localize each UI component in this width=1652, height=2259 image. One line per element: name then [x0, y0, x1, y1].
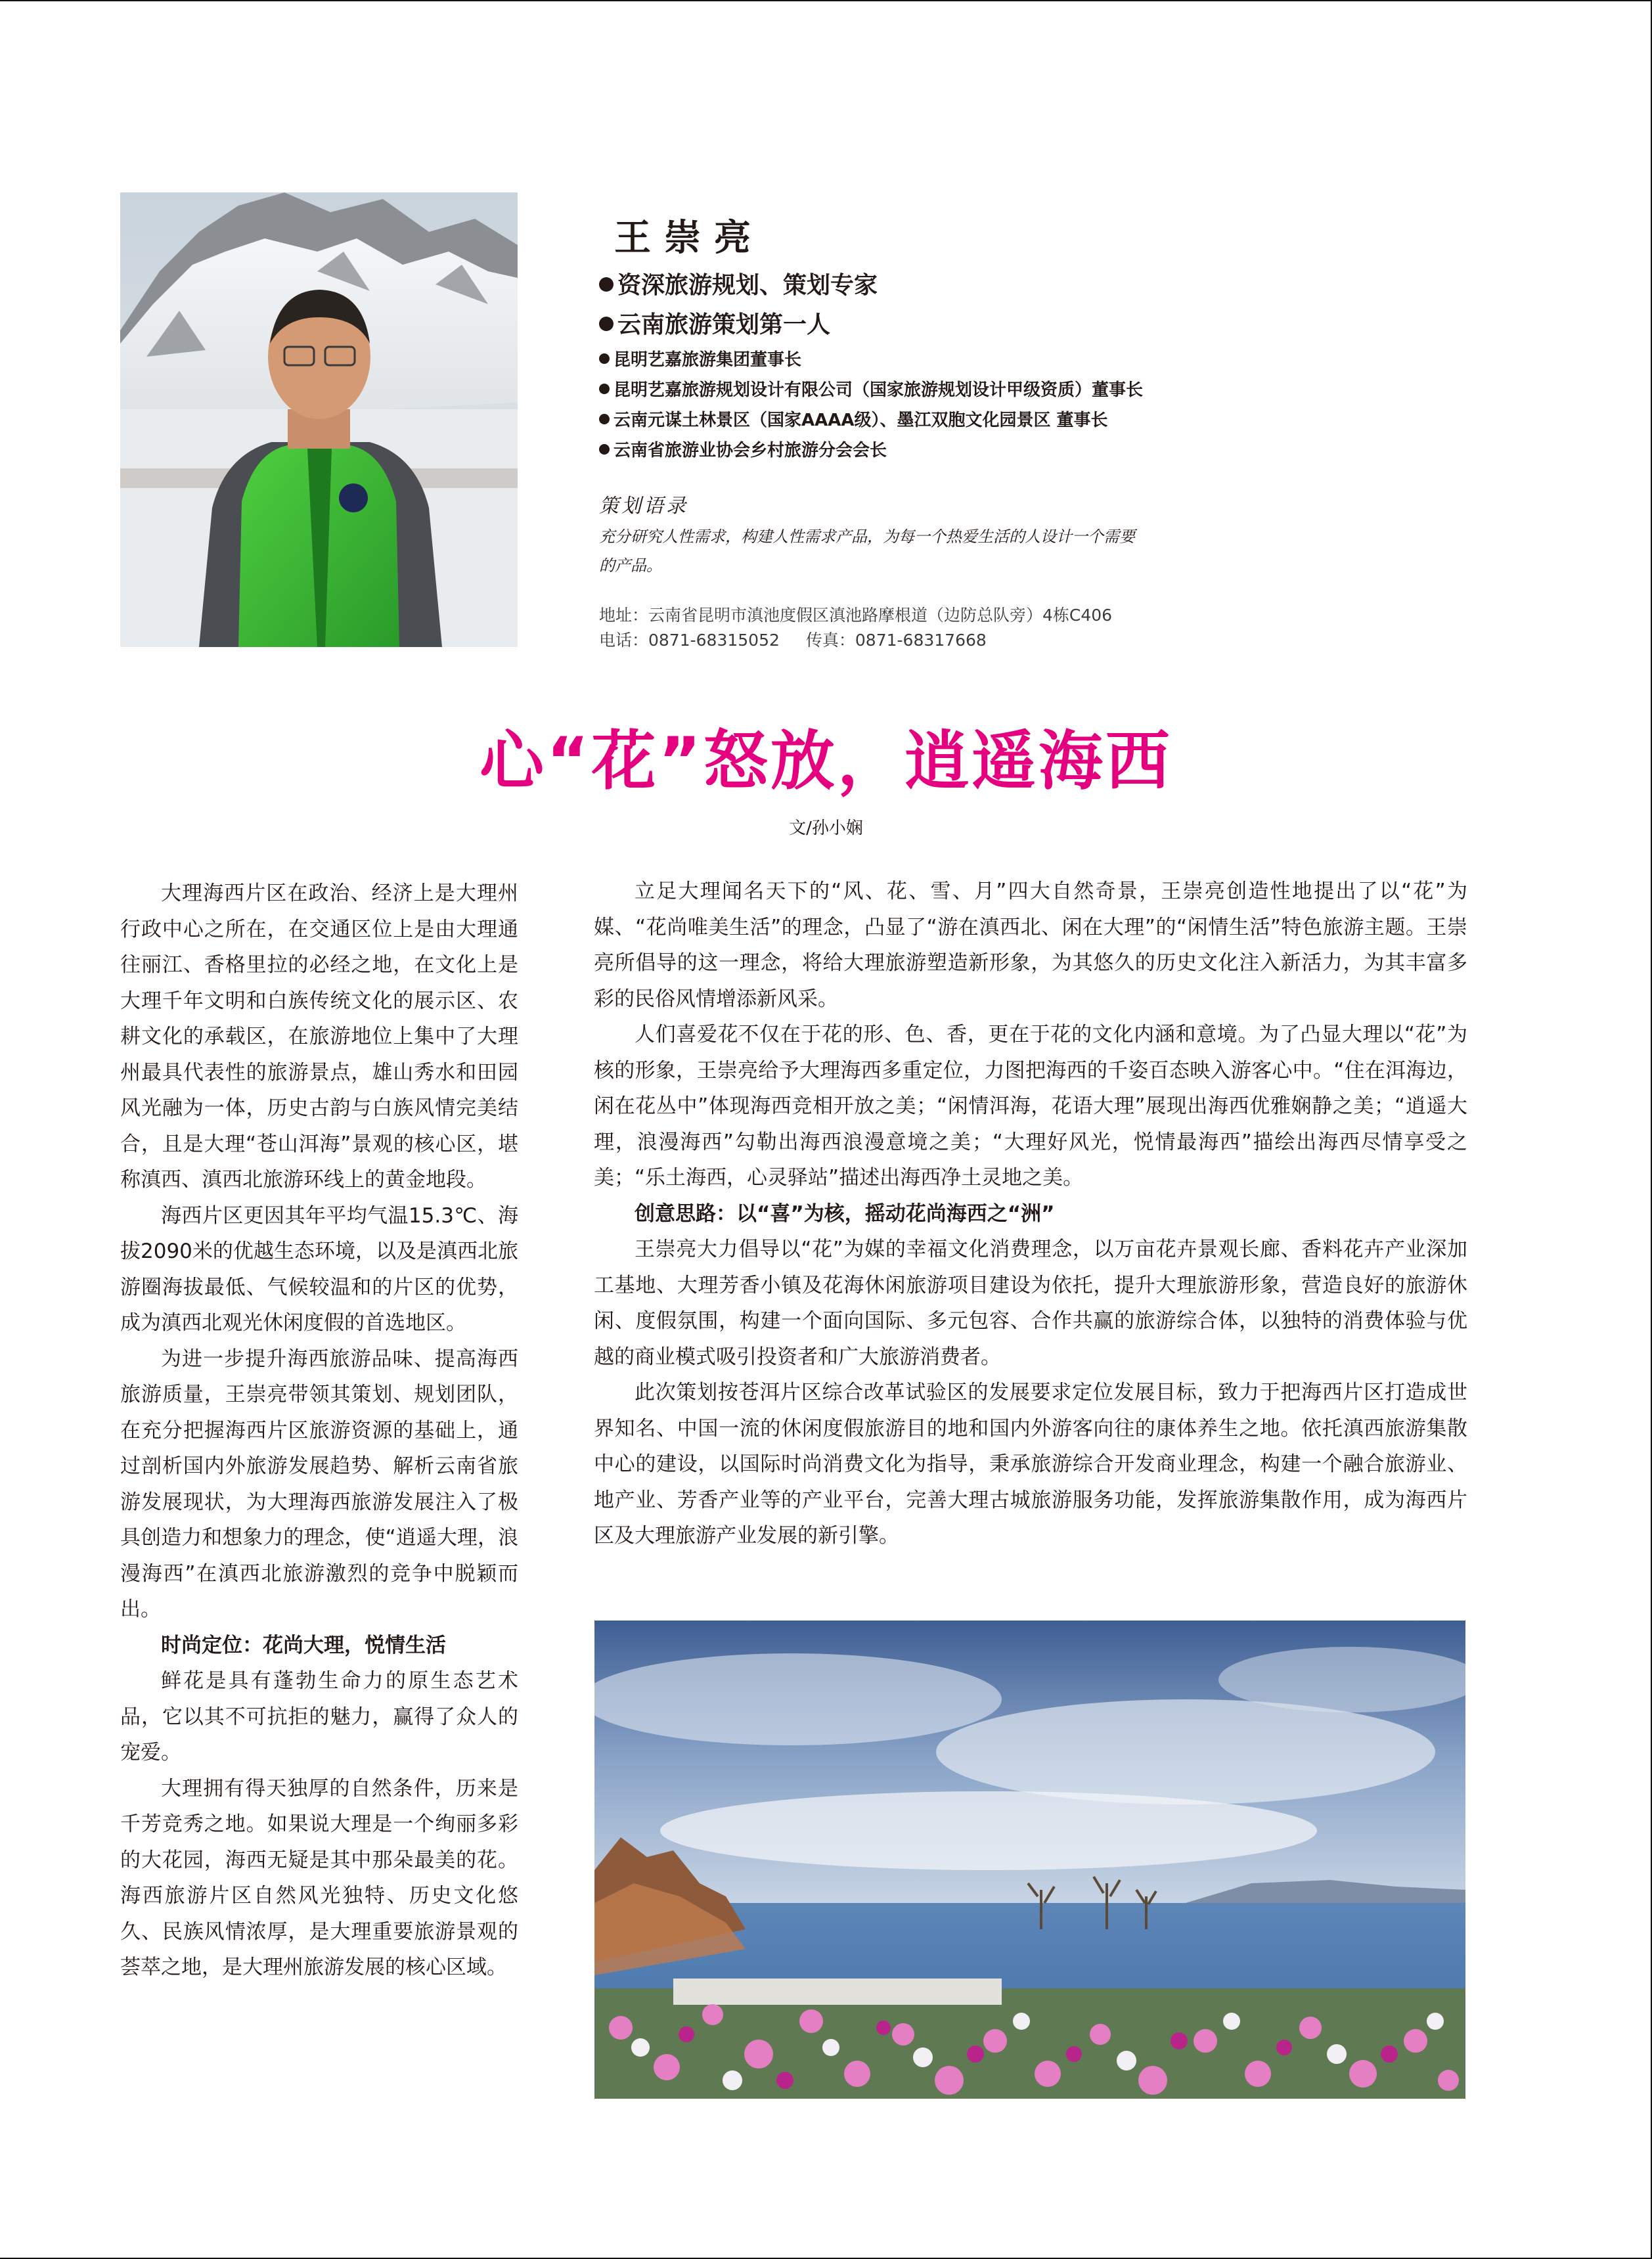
- profile-name: 王崇亮: [614, 216, 764, 259]
- title-item: 资深旅游规划、策划专家: [599, 266, 1143, 305]
- contact-info: [599, 603, 1112, 653]
- paragraph: 立足大理闻名天下的“风、花、雪、月”四大自然奇景，王崇亮创造性地提出了以“花”为媒、“花尚唯美生活”的理念，凸显了“游在滇西北、闲在大理”的“闲情生活”特色旅游主题。王崇亮所倡导的这一理念，将给大理旅游塑造新形象，为其悠久的历史文化注入新活力，为其丰富多彩的民俗风情增添新风采。: [594, 880, 1467, 1011]
- phone: 电话：0871-68315052: [599, 631, 780, 650]
- article-headline: 心“花”怒放，逍遥海西: [480, 724, 1172, 799]
- bullet-dot-icon: [599, 414, 610, 424]
- bullet-dot-icon: [599, 317, 614, 331]
- section-heading: 创意思路：以“喜”为核，摇动花尚海西之“洲”: [635, 1201, 1055, 1226]
- bullet-dot-icon: [599, 277, 614, 292]
- article-byline: 文/孙小娴: [789, 818, 863, 838]
- lake-photo: [594, 1621, 1465, 2099]
- title-item: 云南元谋土林景区（国家AAAA级）、墨江双胞文化园景区 董事长: [599, 405, 1143, 436]
- title-item: 云南省旅游业协会乡村旅游分会会长: [599, 436, 1143, 466]
- paragraph: 王崇亮大力倡导以“花”为媒的幸福文化消费理念，以万亩花卉景观长廊、香料花卉产业深加工基地、大理芳香小镇及花海休闲旅游项目建设为依托，提升大理旅游形象，营造良好的旅游休闲、度假氛围，构建一个面向国际、多元包容、合作共赢的旅游综合体，以独特的消费体验与优越的商业模式吸引投资者和广大旅游消费者。: [594, 1238, 1467, 1369]
- right-column: [594, 874, 1467, 1554]
- quote-title: 策划语录: [599, 495, 688, 518]
- paragraph: 大理海西片区在政治、经济上是大理州行政中心之所在，在交通区位上是由大理通往丽江、香格里拉的必经之地，在文化上是大理千年文明和白族传统文化的展示区、农耕文化的承载区，在旅游地位上集中了大理州最具代表性的旅游景点，雄山秀水和田园风光融为一体，历史古韵与白族风情完美结合，且是大理“苍山洱海”景观的核心区，堪称滇西、滇西北旅游环线上的黄金地段。: [120, 882, 518, 1192]
- quote-text: 充分研究人性需求，构建人性需求产品，为每一个热爱生活的人设计一个需要的产品。: [599, 527, 1135, 575]
- portrait-photo: [120, 192, 518, 647]
- fax: 传真：0871-68317668: [805, 631, 987, 650]
- paragraph: 海西片区更因其年平均气温15.3℃、海拔2090米的优越生态环境，以及是滇西北旅游圈海拔最低、气候较温和的片区的优势，成为滇西北观光休闲度假的首选地区。: [120, 1203, 518, 1335]
- paragraph: 人们喜爱花不仅在于花的形、色、香，更在于花的文化内涵和意境。为了凸显大理以“花”为核的形象，王崇亮给予大理海西多重定位，力图把海西的千姿百态映入游客心中。“住在洱海边，闲在花丛中”体现海西竞相开放之美；“闲情洱海，花语大理”展现出海西优雅娴静之美；“逍遥大理，浪漫海西”勾勒出海西浪漫意境之美；“大理好风光，悦情最海西”描绘出海西尽情享受之美；“乐土海西，心灵驿站”描述出海西净土灵地之美。: [594, 1023, 1467, 1190]
- paragraph: 此次策划按苍洱片区综合改革试验区的发展要求定位发展目标，致力于把海西片区打造成世界知名、中国一流的休闲度假旅游目的地和国内外游客向往的康体养生之地。依托滇西旅游集散中心的建设，以国际时尚消费文化为指导，秉承旅游综合开发商业理念，构建一个融合旅游业、地产业、芳香产业等的产业平台，完善大理古城旅游服务功能，发挥旅游集散作用，成为海西片区及大理旅游产业发展的新引擎。: [594, 1381, 1467, 1548]
- left-column: [120, 876, 518, 1986]
- paragraph: 为进一步提升海西旅游品味、提高海西旅游质量，王崇亮带领其策划、规划团队，在充分把握海西片区旅游资源的基础上，通过剖析国内外旅游发展趋势、解析云南省旅游发展现状，为大理海西旅游发展注入了极具创造力和想象力的理念，使“逍遥大理，浪漫海西”在滇西北旅游激烈的竞争中脱颖而出。: [120, 1347, 518, 1621]
- title-item: 昆明艺嘉旅游规划设计有限公司（国家旅游规划设计甲级资质）董事长: [599, 375, 1143, 405]
- title-item: 云南旅游策划第一人: [599, 305, 1143, 345]
- title-item: 昆明艺嘉旅游集团董事长: [599, 345, 1143, 375]
- phone-fax-line: [599, 628, 1112, 653]
- section-heading: 时尚定位：花尚大理，悦情生活: [161, 1633, 446, 1657]
- paragraph: 大理拥有得天独厚的自然条件，历来是千芳竞秀之地。如果说大理是一个绚丽多彩的大花园，海西无疑是其中那朵最美的花。海西旅游片区自然风光独特、历史文化悠久、民族风情浓厚，是大理重要旅游景观的荟萃之地，是大理州旅游发展的核心区域。: [120, 1776, 518, 1979]
- bullet-dot-icon: [599, 353, 610, 364]
- address: 地址：云南省昆明市滇池度假区滇池路摩根道（边防总队旁）4栋C406: [599, 606, 1113, 625]
- bullet-dot-icon: [599, 384, 610, 394]
- paragraph: 鲜花是具有蓬勃生命力的原生态艺术品，它以其不可抗拒的魅力，赢得了众人的宠爱。: [120, 1669, 518, 1764]
- bullet-dot-icon: [599, 444, 610, 455]
- profile-titles: [599, 266, 1143, 466]
